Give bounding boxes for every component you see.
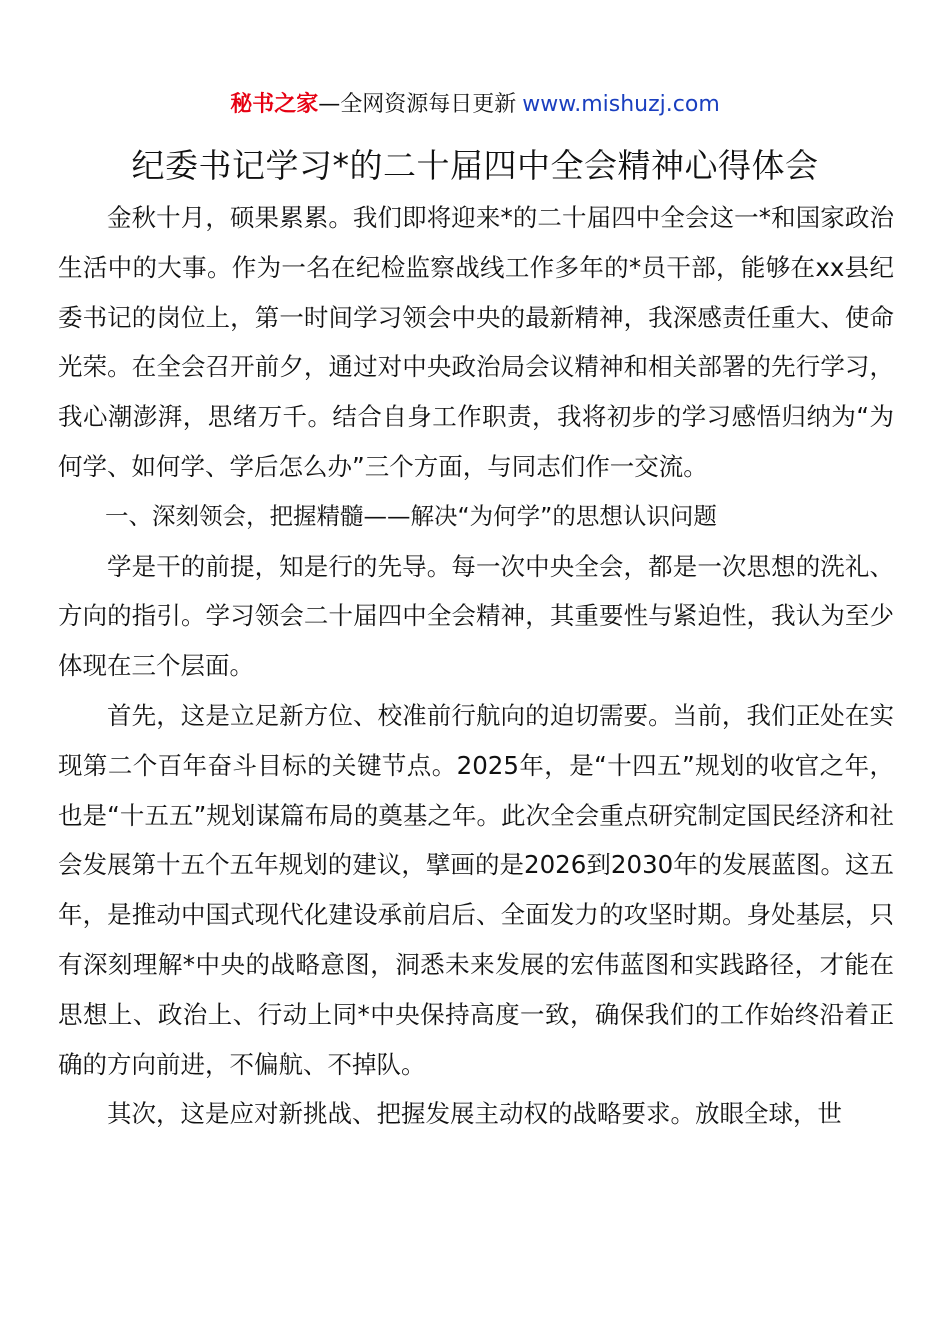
document-body — [58, 193, 894, 1139]
paragraph: 学是干的前提，知是行的先导。每一次中央全会，都是一次思想的洗礼、方向的指引。学习领会二十届四中全会精神，其重要性与紧迫性，我认为至少体现在三个层面。 — [58, 551, 894, 681]
brand-name: 秘书之家 — [230, 92, 319, 117]
paragraph-intro: 金秋十月，硕果累累。我们即将迎来*的二十届四中全会这一*和国家政治生活中的大事。作为一名在纪检监察战线工作多年的*员干部，能够在xx县纪委书记的岗位上，第一时间学习领会中央的最新精神，我深感责任重大、使命光荣。在全会召开前夕，通过对中央政治局会议精神和相关部署的先行学习，我心潮澎湃，思绪万千。结合自身工作职责，我将初步的学习感悟归纳为“为何学、如何学、学后怎么办”三个方面，与同志们作一交流。 — [58, 203, 894, 481]
site-header — [0, 88, 950, 122]
paragraph: 其次，这是应对新挑战、把握发展主动权的战略要求。放眼全球，世 — [107, 1099, 842, 1129]
document-title: 纪委书记学习*的二十届四中全会精神心得体会 — [131, 146, 819, 185]
site-url-link[interactable]: www.mishuzj.com — [522, 92, 720, 117]
brand-slogan: —全网资源每日更新 — [318, 92, 517, 117]
paragraph: 首先，这是立足新方位、校准前行航向的迫切需要。当前，我们正处在实现第二个百年奋斗目标的关键节点。2025年，是“十四五”规划的收官之年，也是“十五五”规划谋篇布局的奠基之年。此次全会重点研究制定国民经济和社会发展第十五个五年规划的建议，擘画的是2026到2030年的发展蓝图。这五年，是推动中国式现代化建设承前启后、全面发力的攻坚时期。身处基层，只有深刻理解*中央的战略意图，洞悉未来发展的宏伟蓝图和实践路径，才能在思想上、政治上、行动上同*中央保持高度一致，确保我们的工作始终沿着正确的方向前进，不偏航、不掉队。 — [58, 700, 894, 1079]
section-heading: 一、深刻领会，把握精髓——解决“为何学”的思想认识问题 — [105, 501, 717, 530]
